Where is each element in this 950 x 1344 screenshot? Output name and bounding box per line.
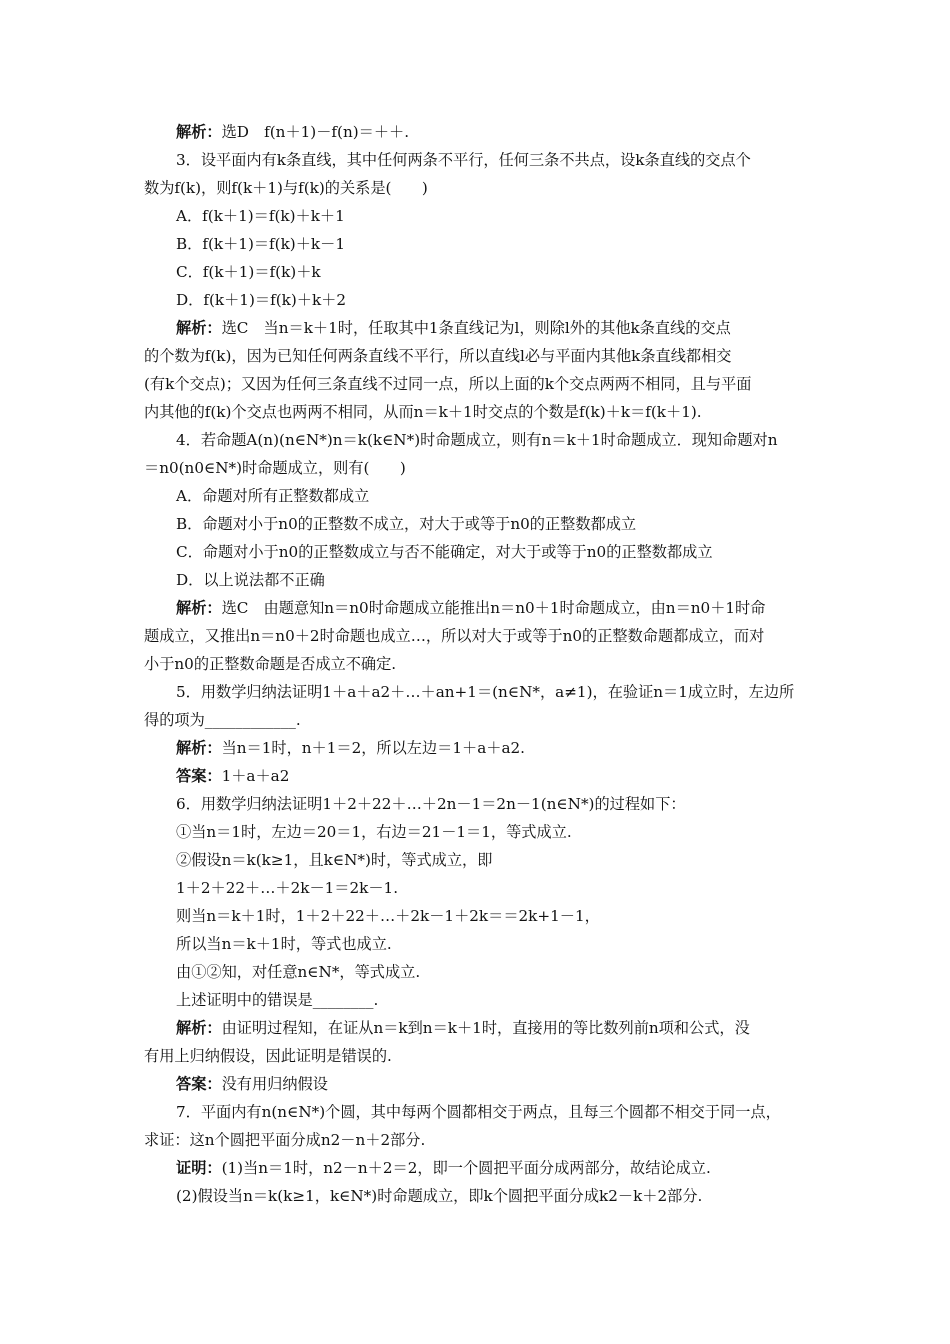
text-line [144,482,816,510]
text-line [144,762,816,790]
text-line [144,370,816,398]
text-line [144,874,816,902]
line-text: 的个数为f(k)，因为已知任何两条直线不平行，所以直线l必与平面内其他k条直线都相交 [144,347,732,365]
section-label: 解析： [176,599,222,617]
text-line [144,1014,816,1042]
line-text: 由①②知，对任意n∈N*，等式成立. [176,963,421,981]
line-text: (1)当n＝1时，n2－n＋2＝2，即一个圆把平面分成两部分，故结论成立. [221,1159,711,1177]
text-line [144,986,816,1014]
text-line [144,818,816,846]
line-text: A．命题对所有正整数都成立 [176,487,370,505]
text-line [144,678,816,706]
line-text: 有用上归纳假设，因此证明是错误的. [144,1047,392,1065]
line-text: 由证明过程知，在证从n＝k到n＝k＋1时，直接用的等比数列前n项和公式，没 [221,1019,750,1037]
text-line [144,958,816,986]
line-text: B．f(k＋1)＝f(k)＋k－1 [176,235,345,253]
line-text: 4．若命题A(n)(n∈N*)n＝k(k∈N*)时命题成立，则有n＝k＋1时命题成立．现知命题对n [176,431,778,449]
section-label: 答案： [176,1075,222,1093]
text-line [144,146,816,174]
text-line [144,454,816,482]
text-line [144,230,816,258]
line-text: C．命题对小于n0的正整数成立与否不能确定，对大于或等于n0的正整数都成立 [176,543,713,561]
text-line [144,538,816,566]
line-text: 上述证明中的错误是________. [176,991,379,1009]
text-line [144,118,816,146]
line-text: 得的项为____________. [144,711,301,729]
section-label: 解析： [176,739,222,757]
section-label: 解析： [176,319,222,337]
text-line [144,426,816,454]
text-line [144,342,816,370]
text-line [144,622,816,650]
line-text: 5．用数学归纳法证明1＋a＋a2＋…＋an+1＝(n∈N*，a≠1)，在验证n＝1成立时，左边所 [176,683,795,701]
line-text: 求证：这n个圆把平面分成n2－n＋2部分. [144,1131,426,1149]
line-text: 3．设平面内有k条直线，其中任何两条不平行，任何三条不共点，设k条直线的交点个 [176,151,751,169]
text-line [144,174,816,202]
line-text: (2)假设当n＝k(k≥1，k∈N*)时命题成立，即k个圆把平面分成k2－k＋2部分. [176,1187,703,1205]
section-label: 证明： [176,1159,222,1177]
text-line [144,1182,816,1210]
line-text: 6．用数学归纳法证明1＋2＋22＋…＋2n－1＝2n－1(n∈N*)的过程如下： [176,795,686,813]
line-text: 选D f(n＋1)－f(n)＝＋＋. [221,123,410,141]
text-line [144,1154,816,1182]
line-text: 所以当n＝k＋1时，等式也成立. [176,935,392,953]
text-line [144,930,816,958]
line-text: B．命题对小于n0的正整数不成立，对大于或等于n0的正整数都成立 [176,515,637,533]
line-text: 则当n＝k＋1时，1＋2＋22＋…＋2k－1＋2k＝＝2k+1－1， [176,907,600,925]
line-text: 当n＝1时，n＋1＝2，所以左边＝1＋a＋a2. [221,739,526,757]
text-line [144,286,816,314]
line-text: 选C 由题意知n＝n0时命题成立能推出n＝n0＋1时命题成立，由n＝n0＋1时命 [221,599,766,617]
text-line [144,1042,816,1070]
text-line [144,566,816,594]
text-line [144,202,816,230]
line-text: 数为f(k)，则f(k＋1)与f(k)的关系是( ) [144,179,428,197]
text-line [144,594,816,622]
line-text: A．f(k＋1)＝f(k)＋k＋1 [176,207,345,225]
text-line [144,258,816,286]
section-label: 答案： [176,767,222,785]
text-line [144,1126,816,1154]
text-line [144,734,816,762]
line-text: 内其他的f(k)个交点也两两不相同，从而n＝k＋1时交点的个数是f(k)＋k＝f(k＋1). [144,403,702,421]
text-line [144,398,816,426]
section-label: 解析： [176,1019,222,1037]
line-text: C．f(k＋1)＝f(k)＋k [176,263,321,281]
line-text: 题成立，又推出n＝n0＋2时命题也成立…，所以对大于或等于n0的正整数命题都成立，而对 [144,627,765,645]
text-line [144,314,816,342]
line-text: D．以上说法都不正确 [176,571,325,589]
line-text: 7．平面内有n(n∈N*)个圆，其中每两个圆都相交于两点，且每三个圆都不相交于同一点， [176,1103,781,1121]
line-text: D．f(k＋1)＝f(k)＋k＋2 [176,291,346,309]
text-line [144,790,816,818]
line-text: 小于n0的正整数命题是否成立不确定. [144,655,397,673]
line-text: 1＋a＋a2 [221,767,290,785]
line-text: (有k个交点)；又因为任何三条直线不过同一点，所以上面的k个交点两两不相同，且与平面 [144,375,752,393]
line-text: ＝n0(n0∈N*)时命题成立，则有( ) [144,459,406,477]
text-line [144,706,816,734]
line-text: 选C 当n＝k＋1时，任取其中1条直线记为l，则除l外的其他k条直线的交点 [221,319,731,337]
text-line [144,846,816,874]
document-page [144,118,816,1210]
text-line [144,1098,816,1126]
text-line [144,510,816,538]
line-text: ①当n＝1时，左边＝20＝1，右边＝21－1＝1，等式成立. [176,823,572,841]
text-line [144,650,816,678]
line-text: 没有用归纳假设 [221,1075,328,1093]
section-label: 解析： [176,123,222,141]
line-text: 1＋2＋22＋…＋2k－1＝2k－1. [176,879,399,897]
text-line [144,902,816,930]
text-line [144,1070,816,1098]
line-text: ②假设n＝k(k≥1，且k∈N*)时，等式成立，即 [176,851,493,869]
